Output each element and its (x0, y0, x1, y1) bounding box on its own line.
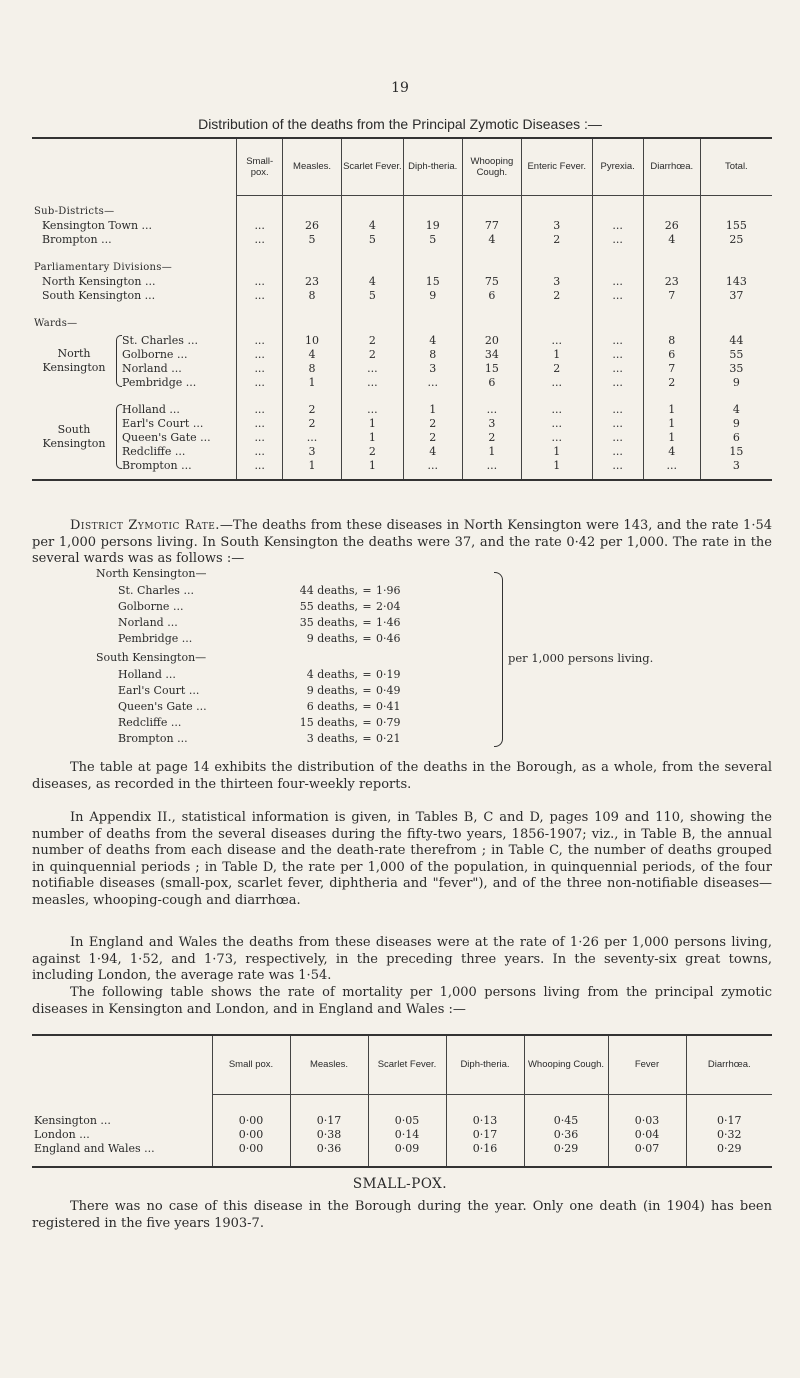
leader-dots: ... (140, 1142, 155, 1155)
cell: 4 (700, 403, 772, 417)
leader-dots: ... (167, 716, 182, 729)
cell: 155 (700, 219, 772, 233)
leader-dots: ... (169, 600, 184, 613)
row-label-norland: Norland (122, 362, 168, 375)
rate-ward: Redcliffe (118, 716, 168, 729)
cell: 1 (403, 403, 462, 417)
cell: ... (237, 219, 283, 233)
row-label-st-charles: St. Charles (122, 334, 184, 347)
cell: ... (592, 362, 643, 376)
cell: ... (237, 362, 283, 376)
leader-dots: ... (161, 668, 176, 681)
cell: 0·00 (212, 1128, 290, 1142)
cell: 7 (643, 362, 700, 376)
ward-group-south-kensington: South Kensington (34, 423, 114, 451)
cell: 10 (282, 334, 341, 348)
rate-ward: Golborne (118, 600, 170, 613)
equals-sign: = (362, 700, 372, 713)
cell: 15 (462, 362, 521, 376)
leader-dots: ... (196, 431, 211, 444)
cell: 3 (700, 459, 772, 473)
cell: 1 (342, 459, 403, 473)
cell: 5 (282, 233, 341, 247)
smallpox-text: There was no case of this disease in the Borough during the year. Only one death (in 1904) has been registered in the five years 1903-7. (32, 1199, 772, 1231)
district-rate-paragraph (32, 518, 772, 568)
cell: 34 (462, 348, 521, 362)
col-total: Total. (700, 139, 772, 195)
table-row (32, 233, 772, 247)
cell: 0·09 (368, 1142, 446, 1156)
table-row (32, 459, 772, 473)
cell: ... (521, 417, 592, 431)
cell: ... (237, 376, 283, 390)
cell: 44 (700, 334, 772, 348)
cell: ... (643, 459, 700, 473)
cell: ... (592, 459, 643, 473)
cell: 2 (342, 348, 403, 362)
cell: 35 (700, 362, 772, 376)
cell: 8 (282, 289, 341, 303)
cell: 0·14 (368, 1128, 446, 1142)
cell: ... (403, 459, 462, 473)
rate-value: 0·49 (376, 684, 401, 697)
cell: 2 (282, 403, 341, 417)
cell: 0·00 (212, 1114, 290, 1128)
cell: ... (237, 417, 283, 431)
cell: 4 (462, 233, 521, 247)
table-row (32, 362, 772, 376)
rate-value: 0·19 (376, 668, 401, 681)
cell: ... (462, 403, 521, 417)
cell: 2 (282, 417, 341, 431)
rate-ward: St. Charles (118, 584, 180, 597)
cell: ... (237, 431, 283, 445)
col-smallpox: Small-pox. (237, 139, 283, 195)
cell: ... (237, 275, 283, 289)
cell: ... (521, 334, 592, 348)
col-measles: Measles. (290, 1036, 368, 1094)
south-kensington-title: South Kensington— (96, 651, 207, 664)
table1-caption: Distribution of the deaths from the Principal Zymotic Diseases :— (198, 116, 602, 132)
rate-deaths: 55 deaths, (299, 600, 358, 613)
cell: 2 (521, 233, 592, 247)
cell: 4 (403, 445, 462, 459)
cell: 0·36 (524, 1128, 608, 1142)
cell: 143 (700, 275, 772, 289)
equals-sign: = (362, 732, 372, 745)
cell: ... (237, 233, 283, 247)
cell: 1 (521, 348, 592, 362)
zymotic-deaths-table (32, 137, 772, 481)
table-row (32, 219, 772, 233)
row-label-north-kensington: North Kensington (42, 275, 142, 288)
table-row (32, 1128, 772, 1142)
leader-dots: ... (183, 334, 198, 347)
table-row (32, 275, 772, 289)
rate-row (118, 667, 416, 683)
cell: 4 (643, 445, 700, 459)
leader-dots: ... (178, 632, 193, 645)
cell: ... (237, 334, 283, 348)
cell: 55 (700, 348, 772, 362)
col-whooping-cough: Whooping Cough. (524, 1036, 608, 1094)
cell: ... (521, 431, 592, 445)
smallpox-heading: SMALL-POX. (352, 1176, 448, 1192)
cell: 1 (521, 459, 592, 473)
cell: 19 (403, 219, 462, 233)
rate-row (118, 599, 416, 615)
cell: ... (237, 403, 283, 417)
cell: 2 (462, 431, 521, 445)
col-small-pox: Small pox. (212, 1036, 290, 1094)
cell: 1 (342, 417, 403, 431)
cell: ... (403, 376, 462, 390)
col-fever: Fever (608, 1036, 686, 1094)
rate-value: 0·21 (376, 732, 401, 745)
cell: 2 (342, 334, 403, 348)
brace-bottom (494, 650, 503, 747)
section-title: Parliamentary Divisions— (34, 262, 172, 273)
cell: 3 (462, 417, 521, 431)
leader-dots: ... (75, 1128, 90, 1141)
cell: 2 (521, 362, 592, 376)
cell: ... (237, 348, 283, 362)
leader-dots: ... (138, 219, 153, 232)
paragraph-appendix: In Appendix II., statistical information is given, in Tables B, C and D, pages 109 and 110, showing the number of deaths from the several diseases during the fifty-two years, 1856-1907; viz., in Table B, the annual number of deaths from each disease and the death-rate therefrom ; in Table C, the number of deaths grouped in quinquennial periods ; in Table D, the rate per 1,000 of the population, in quinquennial periods, of the four notifiable diseases (small-pox, scarlet fever, diphtheria and "fever"), and of the three non-notifiable diseases—measles, whooping-cough and diarrhœa. (32, 810, 772, 908)
cell: 2 (403, 417, 462, 431)
row-label-kensington-town: Kensington Town (42, 219, 139, 232)
rate-deaths: 4 deaths, (306, 668, 358, 681)
table-row (32, 376, 772, 390)
leader-dots: ... (189, 417, 204, 430)
col-scarlet-fever: Scarlet Fever. (342, 139, 403, 195)
row-label-england-and-wales: England and Wales (34, 1142, 141, 1155)
leader-dots: ... (179, 584, 194, 597)
cell: ... (521, 403, 592, 417)
equals-sign: = (362, 616, 372, 629)
table-row (32, 445, 772, 459)
rate-ward: Earl's Court (118, 684, 186, 697)
cell: ... (592, 417, 643, 431)
cell: 6 (643, 348, 700, 362)
cell: ... (237, 289, 283, 303)
cell: 25 (700, 233, 772, 247)
cell: 5 (342, 233, 403, 247)
cell: ... (592, 334, 643, 348)
cell: ... (237, 445, 283, 459)
brace-top (494, 572, 503, 651)
cell: ... (592, 403, 643, 417)
equals-sign: = (362, 584, 372, 597)
row-label-earl-s-court: Earl's Court (122, 417, 190, 430)
cell: 5 (342, 289, 403, 303)
table-row (32, 403, 772, 417)
rate-deaths: 15 deaths, (299, 716, 358, 729)
cell: 0·05 (368, 1114, 446, 1128)
cell: 23 (643, 275, 700, 289)
col-diarrhoea: Diarrhœa. (643, 139, 700, 195)
equals-sign: = (362, 632, 372, 645)
col-pyrexia: Pyrexia. (592, 139, 643, 195)
cell: 1 (643, 403, 700, 417)
district-rate-heading: District Zymotic Rate. (70, 518, 220, 533)
leader-dots: ... (141, 289, 156, 302)
north-kensington-title: North Kensington— (96, 567, 207, 580)
cell: 6 (462, 289, 521, 303)
cell: ... (592, 431, 643, 445)
rate-ward: Queen's Gate (118, 700, 193, 713)
rate-deaths: 3 deaths, (306, 732, 358, 745)
cell: 75 (462, 275, 521, 289)
equals-sign: = (362, 684, 372, 697)
cell: 26 (643, 219, 700, 233)
equals-sign: = (362, 668, 372, 681)
rate-row (118, 583, 416, 599)
cell: 3 (403, 362, 462, 376)
cell: 8 (403, 348, 462, 362)
col-diphtheria: Diph-theria. (446, 1036, 524, 1094)
row-label-kensington: Kensington (34, 1114, 97, 1127)
cell: 0·17 (290, 1114, 368, 1128)
cell: 4 (282, 348, 341, 362)
cell: 3 (521, 275, 592, 289)
table-row (32, 1142, 772, 1156)
south-rates-list (118, 667, 416, 747)
cell: 1 (643, 417, 700, 431)
cell: 15 (700, 445, 772, 459)
cell: 0·17 (446, 1128, 524, 1142)
rate-ward: Pembridge (118, 632, 179, 645)
page-number: 19 (391, 80, 409, 96)
cell: 1 (342, 431, 403, 445)
table-row (32, 348, 772, 362)
cell: 20 (462, 334, 521, 348)
cell: 1 (282, 459, 341, 473)
col-measles: Measles. (282, 139, 341, 195)
rate-row (118, 631, 416, 647)
rate-row (118, 715, 416, 731)
cell: 26 (282, 219, 341, 233)
rate-value: 1·96 (376, 584, 401, 597)
cell: 0·03 (608, 1114, 686, 1128)
table-row (32, 1114, 772, 1128)
leader-dots: ... (167, 362, 182, 375)
rate-deaths: 9 deaths, (306, 632, 358, 645)
cell: 0·36 (290, 1142, 368, 1156)
cell: 5 (403, 233, 462, 247)
rate-row (118, 731, 416, 747)
rate-deaths: 9 deaths, (306, 684, 358, 697)
paragraph-england-wales: In England and Wales the deaths from these diseases were at the rate of 1·26 per 1,000 persons living, against 1·94, 1·52, and 1·73, respectively, in the preceding three years. In the seventy-six great towns, including London, the average rate was 1·54. (32, 935, 772, 983)
row-label-brompton: Brompton (122, 459, 178, 472)
cell: 0·45 (524, 1114, 608, 1128)
header-blank (32, 1036, 212, 1094)
leader-dots: ... (173, 732, 188, 745)
header-blank (32, 139, 237, 195)
cell: ... (592, 219, 643, 233)
rate-row (118, 699, 416, 715)
row-label-golborne: Golborne (122, 348, 174, 361)
leader-dots: ... (192, 700, 207, 713)
leader-dots: ... (185, 684, 200, 697)
cell: ... (282, 431, 341, 445)
cell: 37 (700, 289, 772, 303)
cell: 9 (403, 289, 462, 303)
cell: 0·29 (524, 1142, 608, 1156)
cell: ... (342, 362, 403, 376)
rate-row (118, 683, 416, 699)
row-label-holland: Holland (122, 403, 166, 416)
leader-dots: ... (163, 616, 178, 629)
district-rate-text: —The deaths from these diseases in North Kensington were 143, and the rate 1·54 per 1,000 persons living. In South Kensington the deaths were 37, and the rate 0·42 per 1,000. The rate in the several wards was as follows :— (32, 518, 772, 566)
rate-deaths: 35 deaths, (299, 616, 358, 629)
cell: 23 (282, 275, 341, 289)
rate-ward: Norland (118, 616, 164, 629)
cell: ... (342, 403, 403, 417)
cell: 0·07 (608, 1142, 686, 1156)
rate-deaths: 6 deaths, (306, 700, 358, 713)
col-diphtheria: Diph-theria. (403, 139, 462, 195)
cell: 7 (643, 289, 700, 303)
cell: ... (462, 459, 521, 473)
rate-value: 0·46 (376, 632, 401, 645)
leader-dots: ... (165, 403, 180, 416)
cell: 0·04 (608, 1128, 686, 1142)
leader-dots: ... (141, 275, 156, 288)
cell: ... (521, 376, 592, 390)
cell: 2 (643, 376, 700, 390)
cell: 8 (643, 334, 700, 348)
paragraph-following-table: The following table shows the rate of mortality per 1,000 persons living from the principal zymotic diseases in Kensington and London, and in England and Wales :— (32, 985, 772, 1017)
cell: 6 (462, 376, 521, 390)
cell: 0·13 (446, 1114, 524, 1128)
cell: 0·00 (212, 1142, 290, 1156)
row-label-london: London (34, 1128, 76, 1141)
row-label-queen-s-gate: Queen's Gate (122, 431, 197, 444)
cell: 3 (521, 219, 592, 233)
cell: 6 (700, 431, 772, 445)
leader-dots: ... (177, 459, 192, 472)
rate-deaths: 44 deaths, (299, 584, 358, 597)
cell: 4 (403, 334, 462, 348)
leader-dots: ... (97, 233, 112, 246)
cell: 2 (521, 289, 592, 303)
cell: 15 (403, 275, 462, 289)
cell: 2 (403, 431, 462, 445)
table-row (32, 417, 772, 431)
cell: ... (237, 459, 283, 473)
north-rates-list (118, 583, 416, 647)
cell: ... (592, 445, 643, 459)
ward-group-north-kensington: North Kensington (34, 347, 114, 375)
table-row (32, 431, 772, 445)
cell: ... (592, 233, 643, 247)
col-whooping-cough: Whooping Cough. (462, 139, 521, 195)
cell: 1 (462, 445, 521, 459)
cell: 0·16 (446, 1142, 524, 1156)
leader-dots: ... (173, 348, 188, 361)
cell: 4 (342, 275, 403, 289)
mortality-rate-table (32, 1034, 772, 1168)
rate-value: 2·04 (376, 600, 401, 613)
cell: 1 (643, 431, 700, 445)
section-title: Wards— (34, 318, 78, 329)
cell: 0·32 (686, 1128, 772, 1142)
rate-value: 1·46 (376, 616, 401, 629)
cell: 4 (342, 219, 403, 233)
leader-dots: ... (96, 1114, 111, 1127)
col-diarrhoea: Diarrhœa. (686, 1036, 772, 1094)
table-row (32, 289, 772, 303)
cell: 0·17 (686, 1114, 772, 1128)
row-label-redcliffe: Redcliffe (122, 445, 172, 458)
col-enteric-fever: Enteric Fever. (521, 139, 592, 195)
rate-value: 0·79 (376, 716, 401, 729)
cell: 77 (462, 219, 521, 233)
cell: 1 (282, 376, 341, 390)
leader-dots: ... (171, 445, 186, 458)
section-title: Sub-Districts— (34, 206, 115, 217)
equals-sign: = (362, 716, 372, 729)
cell: 0·38 (290, 1128, 368, 1142)
rate-row (118, 615, 416, 631)
table-row (32, 334, 772, 348)
row-label-south-kensington: South Kensington (42, 289, 142, 302)
row-label-brompton: Brompton (42, 233, 98, 246)
rate-ward: Holland (118, 668, 162, 681)
cell: 9 (700, 417, 772, 431)
cell: 8 (282, 362, 341, 376)
cell: 2 (342, 445, 403, 459)
cell: 1 (521, 445, 592, 459)
cell: 0·29 (686, 1142, 772, 1156)
leader-dots: ... (182, 376, 197, 389)
rate-value: 0·41 (376, 700, 401, 713)
row-label-pembridge: Pembridge (122, 376, 183, 389)
cell: ... (342, 376, 403, 390)
cell: ... (592, 348, 643, 362)
col-scarlet-fever: Scarlet Fever. (368, 1036, 446, 1094)
cell: ... (592, 275, 643, 289)
paragraph-table-page-14: The table at page 14 exhibits the distribution of the deaths in the Borough, as a whole, from the several diseases, as recorded in the thirteen four-weekly reports. (32, 760, 772, 792)
rate-ward: Brompton (118, 732, 174, 745)
cell: 4 (643, 233, 700, 247)
cell: 3 (282, 445, 341, 459)
rates-suffix: per 1,000 persons living. (508, 651, 654, 665)
cell: ... (592, 289, 643, 303)
cell: ... (592, 376, 643, 390)
cell: 9 (700, 376, 772, 390)
equals-sign: = (362, 600, 372, 613)
